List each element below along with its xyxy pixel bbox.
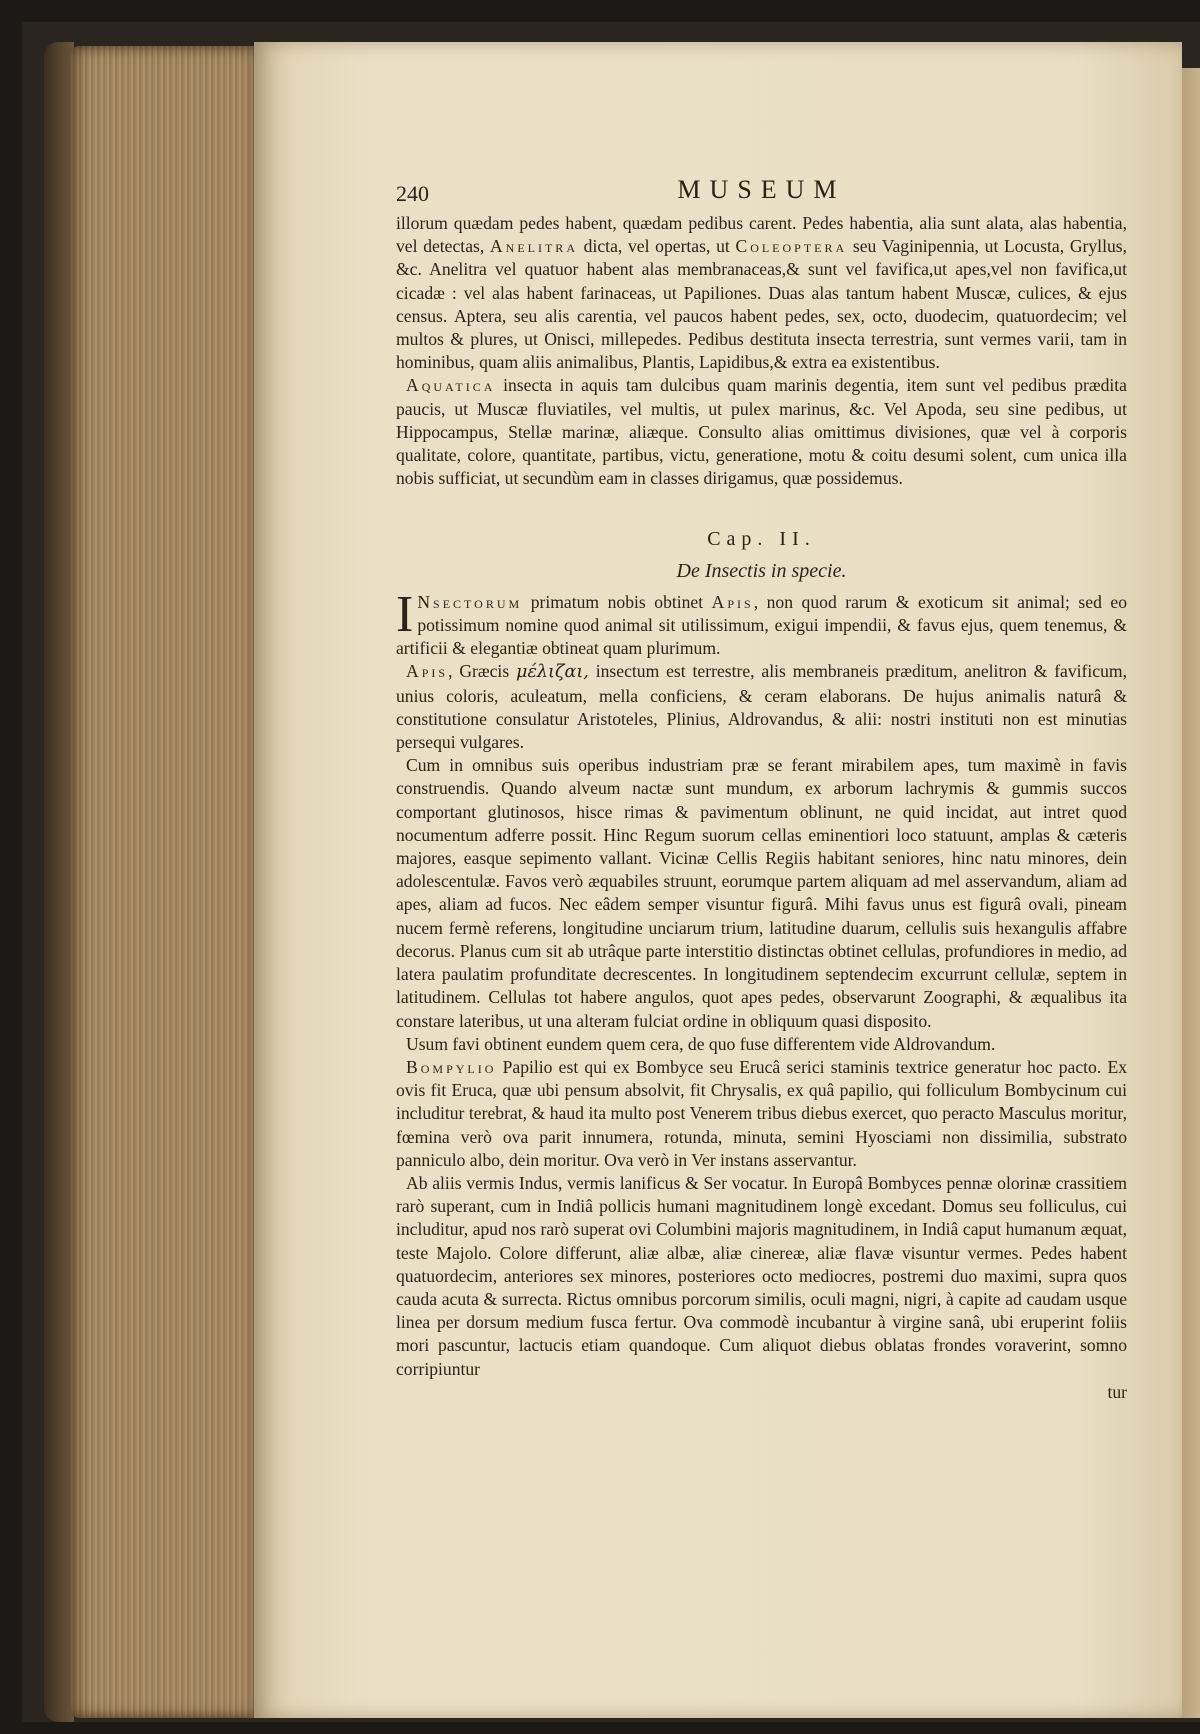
term-coleoptera: Coleoptera [735,236,848,257]
running-title: MUSEUM [677,175,846,204]
page-edges [70,46,258,1718]
paragraph-favi: Cum in omnibus suis operibus industriam præ se ferant mirabilem apes, tum maximè in favis construendis. Quando alveum nactæ sunt mundum, ex arborum lachrymis & gummis succos comportant glutinosos, hisce rimas & pavimentum oblinunt, ne quid incidat, aut intret quod nocumentum adferre possit. Hinc Regum suorum cellas eminentiori loco statuunt, amplas & cæteris majores, easque sepimento vallant. Vicinæ Cellis Regiis habitant seniores, hinc natu minores, dein adolescentulæ. Favos verò æquabiles struunt, eorumque partem aliquam ad mel asservandum, aliam ad apes, aliam ad fucos. Nec eâdem semper visuntur figurâ. Mihi favus unus est figurâ ovali, pineam nucem fermè referens, longitudine unciarum trium, latitudine duarum, cellulis suis hexangulis affabre decorus. Planus cum sit ab utrâque parte interstitio distinctas obtinet cellulas, profundiores in medio, ad latera paulatim profunditate decrescentes. In longitudinem septendecim excurrunt cellulæ, septem in latitudinem. Cellulas tot habere angulos, quot apes pedes, observarunt Zoographi, & æqualibus ita constare lateribus, ut una alteram fulciat ordine in obliquum quasi disposito. [396,755,1127,1031]
paragraph-insectorum: I Nsectorum primatum nobis obtinet Apis, non quod rarum & exoticum sit animal; sed eo potissimum nomine quod animal sit utilissimum, exigui impendii, & favus ejus, quem tenemus, & artificii & elegantiæ obtineat quam plurimum. [396,585,1127,659]
page-number: 240 [396,181,429,206]
paragraph-bombyces: Ab aliis vermis Indus, vermis lanificus & Ser vocatur. In Europâ Bombyces pennæ olorinæ crassitiem rarò superant, cum in Indiâ pollicis humani magnitudinem longè excedant. Domus seu folliculus, cui includitur, apud nos rarò superat ovi Columbini majoris magnitudinem, in Indiâ caput humanum æquat, teste Majolo. Colore differunt, aliæ albæ, aliæ cinereæ, aliæ flavæ visuntur vermes. Pedes habent quatuordecim, anteriores sex minores, posteriores octo mediocres, postremi duo maximi, supra quos cauda acuta & surrecta. Rictus omnibus porcorum similis, oculi magni, nigri, à capite ad caudam usque linea per dorsum medium fusca fertur. Ova commodè incubantur à virgine sanâ, ubi eruperint foliis mori pascuntur, lactucis etiam quandoque. Cum aliquot diebus oblatas frondes voraverint, somno corripiuntur [396,1172,1127,1379]
paragraph-apis: Apis, Græcis μέλιζαι, insectum est terrestre, alis membraneis præditum, anelitron & favificum, unius coloris, aculeatum, mella conficiens, & ceram elaborans. De hujus animalis naturâ & constitutione consulatur Aristoteles, Plinius, Aldrovandus, & alii: nostri instituti non est minutias persequi vulgares. [396,661,1127,753]
paragraph-aquatica: Aquatica insecta in aquis tam dulcibus quam marinis degentia, item sunt vel pedibus prædita paucis, ut Muscæ fluviatiles, vel multis, ut pulex marinus, &c. Vel Apoda, seu sine pedibus, ut Hippocampus, Stellæ marinæ, aliæque. Consulto alias omittimus divisiones, quæ vel à corporis qualitate, colore, quantitate, partibus, victu, generatione, motu & coitu desumi solent, cum unica illa nobis sufficiat, ut secundùm eam in classes dirigamus, quæ possidemus. [396,375,1127,489]
greek-word: μέλιζαι, [516,662,589,683]
paragraph-usus-favi: Usum favi obtinent eundem quem cera, de quo fuse differentem vide Aldrovandum. [406,1033,996,1054]
chapter-subtitle: De Insectis in specie. [676,559,847,582]
facing-page-edge [1182,68,1200,1718]
catchword: tur [1107,1381,1127,1402]
term-aquatica: Aquatica [406,375,496,396]
running-header [396,175,1127,208]
term-apis: Apis [711,591,754,612]
term-anelitra: Anelitra [489,236,578,257]
paragraph-bompylio: Bompylio Papilio est qui ex Bombyce seu Erucâ serici staminis textrice generatur hoc pacto. Ex ovis fit Eruca, quæ ubi pensum absolvit, fit Chrysalis, ex quâ papilio, qui folliculum Bombycinum cui includitur terebrat, & haud ita multo post Venerem tribus diebus exercet, quo peracto Masculus moritur, fœmina verò ova parit innumera, rotunda, minuta, semini Hyosciami non dissimilia, substrato panniculo albo, dein moritur. Ova verò in Ver instans asservantur. [396,1056,1127,1170]
book-photograph [22,22,1200,1722]
page-text-block [396,175,1127,1404]
book-page [254,42,1182,1718]
drop-cap: I [396,585,414,643]
chapter-heading: Cap. II. [707,528,816,551]
paragraph-classification: illorum quædam pedes habent, quædam pedibus carent. Pedes habentia, alia sunt alata, alas habentia, vel detectas, Anelitra dicta, vel opertas, ut Coleoptera seu Vaginipennia, ut Locusta, Gryllus, &c. Anelitra vel quatuor habent alas membranaceas,& sunt vel favifica,ut apes,vel non favifica,ut cicadæ : vel alas habent farinaceas, ut Papiliones. Duas alas tantum habent Muscæ, culices, & ejus census. Aptera, seu alis carentia, vel paucos habent pedes, sex, octo, duodecim, quatuordecim; vel multos & plures, ut Onisci, millepedes. Pedibus destituta insecta terrestria, sunt vermes varii, tam in hominibus, quam aliis animalibus, Plantis, Lapidibus,& extra ea existentibus. [396,213,1127,373]
term-bompylio: Bompylio [406,1056,497,1077]
